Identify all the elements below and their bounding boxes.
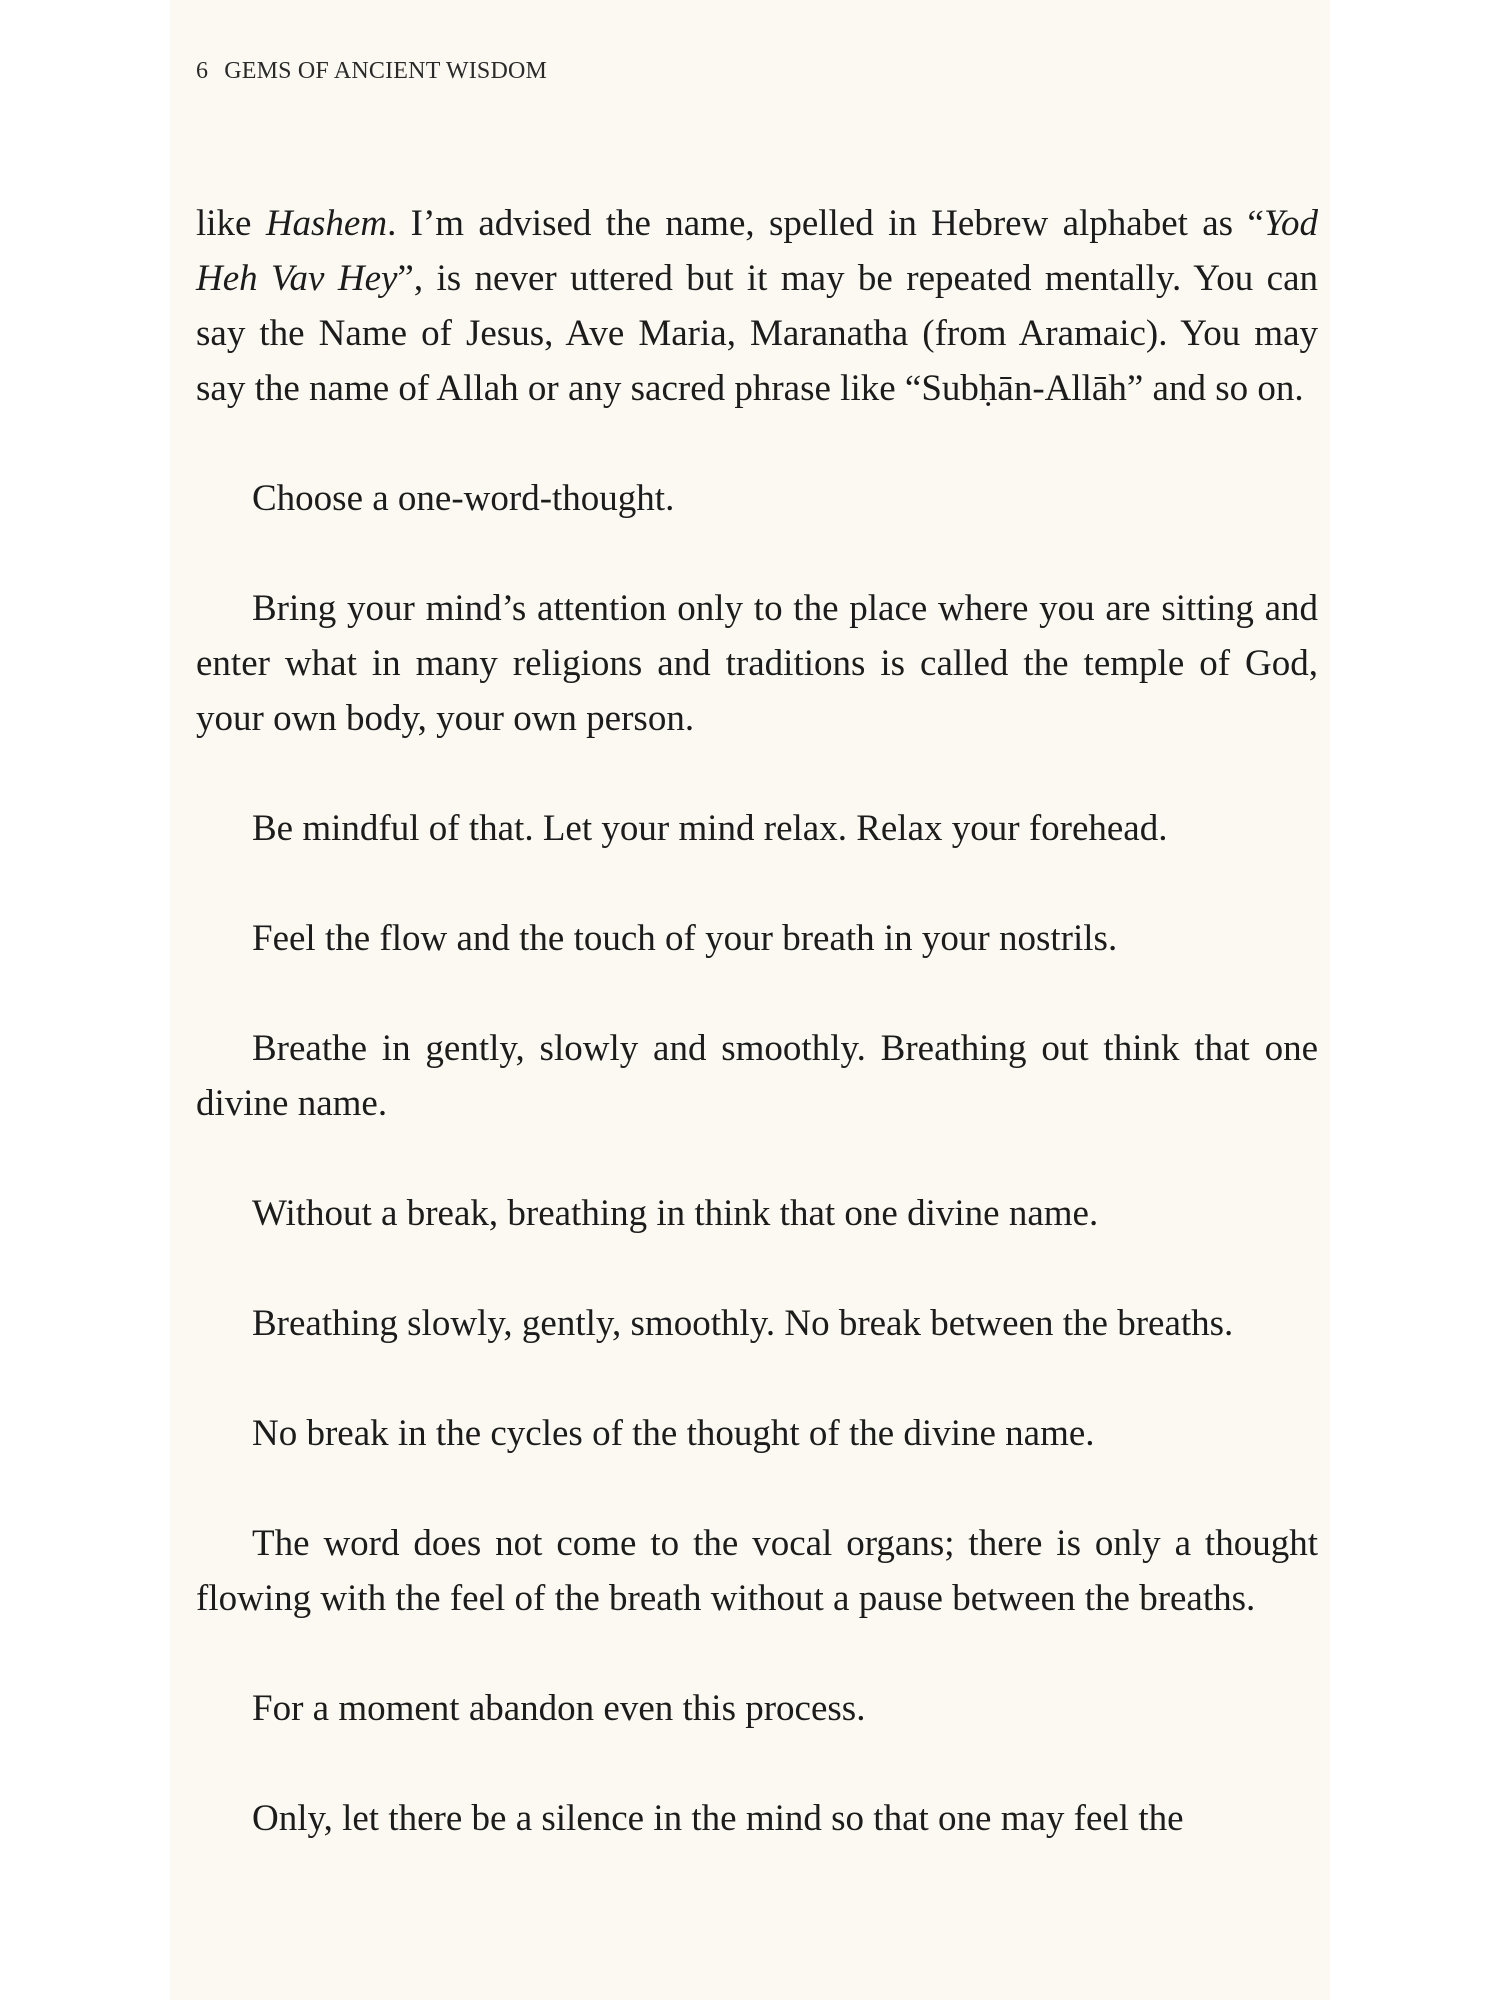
italic-term: Yod Heh Vav Hey <box>196 203 1318 299</box>
running-head <box>196 58 547 85</box>
paragraph: Choose a one-word-thought. <box>252 478 675 519</box>
page-number: 6 <box>196 58 209 84</box>
paragraph: Feel the flow and the touch of your breath in your nostrils. <box>252 918 1118 959</box>
text-run: . I’m advised the name, spelled in Hebrew alphabet as “ <box>387 203 1264 244</box>
paragraph: Be mindful of that. Let your mind relax. Relax your forehead. <box>252 808 1168 849</box>
text-run: ”, is never uttered but it may be repeated mentally. You can say the Name of Jesus, Ave Maria, Maranatha (from Aramaic). You may say the name of Allah or any sacred phrase like “Subḥān-Allāh” and so on. <box>196 258 1319 409</box>
paragraph: For a moment abandon even this process. <box>252 1688 866 1729</box>
paragraph-continued <box>196 196 1318 416</box>
book-title: GEMS OF ANCIENT WISDOM <box>224 58 548 84</box>
paragraph: No break in the cycles of the thought of the divine name. <box>252 1413 1095 1454</box>
body-text <box>196 196 1318 1901</box>
paragraph: Breathe in gently, slowly and smoothly. Breathing out think that one divine name. <box>196 1028 1318 1124</box>
paragraph: Breathing slowly, gently, smoothly. No break between the breaths. <box>252 1303 1234 1344</box>
text-run: like <box>196 203 266 244</box>
paragraph: Bring your mind’s attention only to the place where you are sitting and enter what in many religions and traditions is called the temple of God, your own body, your own person. <box>196 588 1318 739</box>
paragraph: The word does not come to the vocal organs; there is only a thought flowing with the feel of the breath without a pause between the breaths. <box>196 1523 1318 1619</box>
paragraph: Without a break, breathing in think that one divine name. <box>252 1193 1099 1234</box>
paragraph: Only, let there be a silence in the mind so that one may feel the <box>252 1798 1184 1839</box>
italic-term: Hashem <box>265 203 388 244</box>
